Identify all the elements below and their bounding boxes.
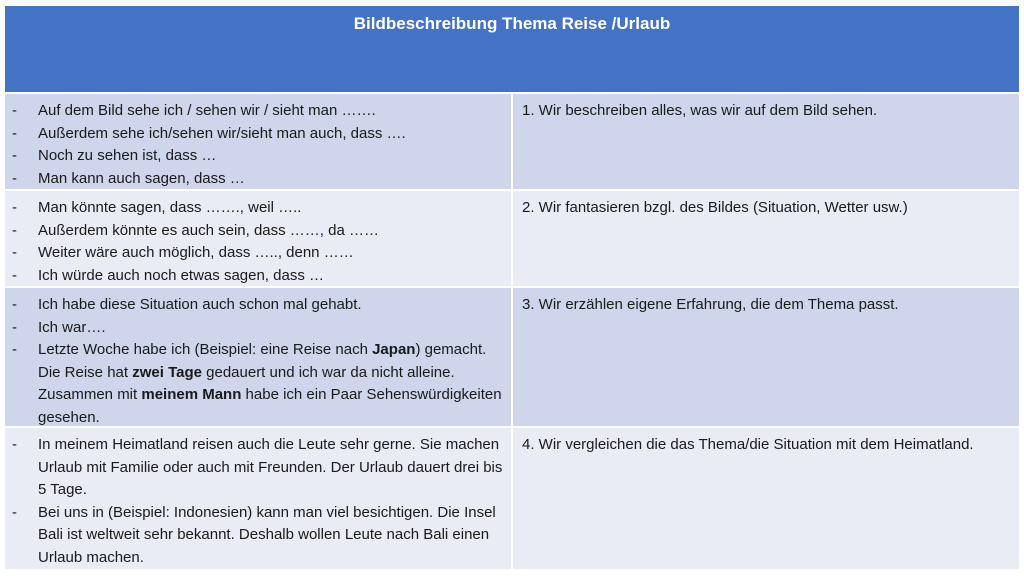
example-bold-duration: zwei Tage	[132, 363, 202, 381]
table-row	[5, 191, 1019, 288]
phrase-item: - Ich habe diese Situation auch schon mal gehabt.	[12, 294, 503, 317]
table-title: Bildbeschreibung Thema Reise /Urlaub	[5, 6, 1019, 94]
phrases-cell	[5, 191, 513, 286]
phrase-item: - Noch zu sehen ist, dass …	[12, 145, 503, 168]
example-text: ) gemacht. Die Reise hat	[38, 341, 487, 381]
phrase-list	[12, 197, 503, 287]
phrase-item: - Bei uns in (Beispiel: Indonesien) kann man viel besichtigen. Die Insel Bali ist weltweit sehr bekannt. Deshalb wollen Leute nach Bali einen Urlaub machen.	[12, 502, 503, 570]
phrases-cell	[5, 94, 513, 189]
step-cell: 3. Wir erzählen eigene Erfahrung, die dem Thema passt.	[513, 288, 1019, 426]
step-cell: 4. Wir vergleichen die das Thema/die Situation mit dem Heimatland.	[513, 428, 1019, 569]
phrase-list	[12, 434, 503, 569]
table-row	[5, 94, 1019, 191]
example-text: Letzte Woche habe ich (Beispiel: eine Reise nach	[38, 341, 373, 358]
phrase-list	[12, 294, 503, 429]
phrase-item: - Ich war….	[12, 317, 503, 340]
phrase-item: - Außerdem könnte es auch sein, dass ……, da ……	[12, 220, 503, 243]
example-bold-companion: meinem Mann	[141, 386, 242, 403]
phrase-item: - Auf dem Bild sehe ich / sehen wir / sieht man …….	[12, 100, 503, 123]
example-text: habe ich ein Paar Sehenswürdigkeiten gesehen.	[38, 386, 502, 426]
phrase-item: - Weiter wäre auch möglich, dass ….., denn ……	[12, 242, 503, 265]
step-cell: 2. Wir fantasieren bzgl. des Bildes (Situation, Wetter usw.)	[513, 191, 1019, 286]
phrase-item: - Man könnte sagen, dass ……., weil …..	[12, 197, 503, 220]
phrase-item: - Außerdem sehe ich/sehen wir/sieht man auch, dass ….	[12, 123, 503, 146]
phrase-item: - In meinem Heimatland reisen auch die Leute sehr gerne. Sie machen Urlaub mit Familie oder auch mit Freunden. Der Urlaub dauert drei bis 5 Tage.	[12, 434, 503, 502]
example-text: gedauert und ich war da nicht alleine. Zusammen mit	[38, 363, 455, 403]
example-bold-country: Japan	[372, 341, 416, 358]
description-table	[5, 6, 1019, 571]
table-row	[5, 288, 1019, 428]
phrase-item-example	[12, 339, 503, 429]
phrases-cell	[5, 428, 513, 569]
phrases-cell	[5, 288, 513, 426]
phrase-item: - Man kann auch sagen, dass …	[12, 168, 503, 191]
table-row	[5, 428, 1019, 571]
step-cell: 1. Wir beschreiben alles, was wir auf dem Bild sehen.	[513, 94, 1019, 189]
phrase-list	[12, 100, 503, 190]
phrase-item: - Ich würde auch noch etwas sagen, dass …	[12, 265, 503, 288]
